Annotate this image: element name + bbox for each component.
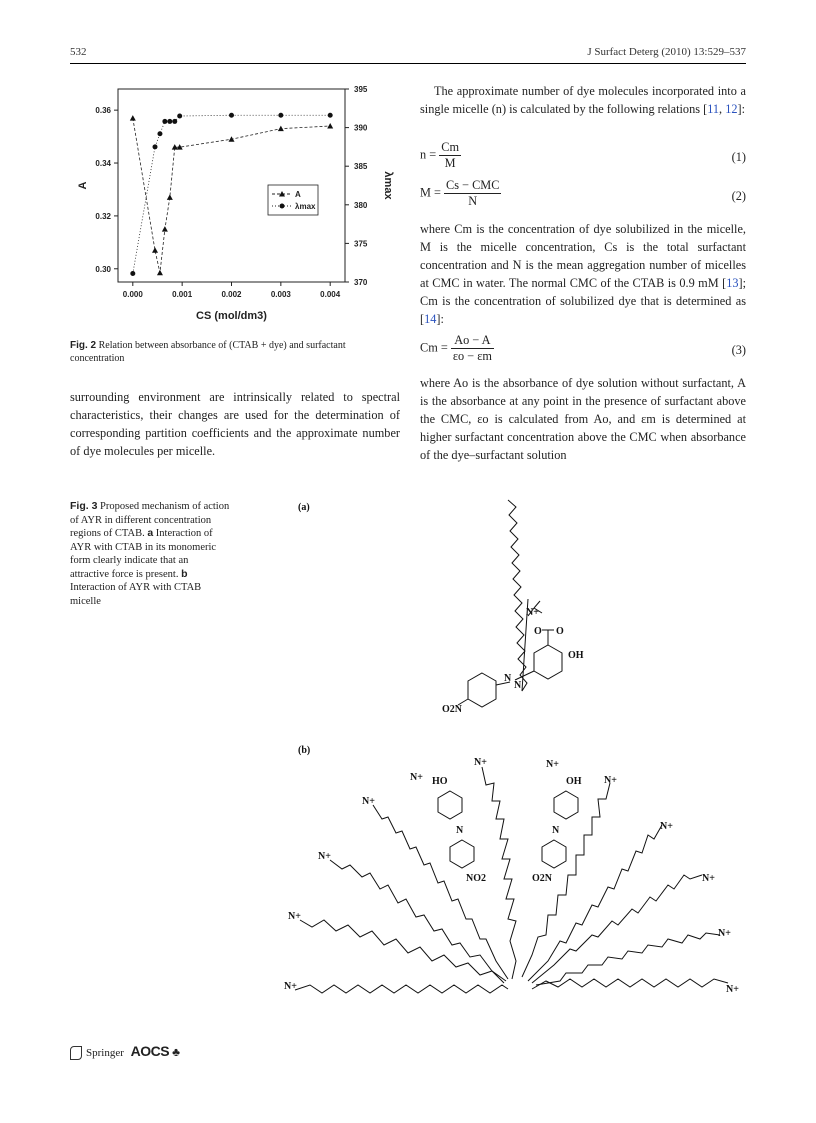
micelle bbox=[295, 767, 728, 993]
micelle-dye-ring-right-top bbox=[554, 791, 578, 819]
micelle-o2n: O2N bbox=[532, 873, 552, 884]
equation-1 bbox=[420, 140, 461, 171]
point-lambda bbox=[157, 131, 162, 136]
point-lambda bbox=[177, 114, 182, 119]
monomer-n-plus: N+ bbox=[526, 607, 539, 618]
eq2-number: (2) bbox=[731, 189, 746, 203]
head-5: N+ bbox=[410, 772, 423, 783]
where1-a: where Cm is the concentration of dye solubilized in the micelle, M is the micelle concentration, Cs is the total surfactant concentration and N is the mean aggregation number of micelles at CMC in water. The normal CMC of the CTAB is 0.9 mM [ bbox=[420, 222, 746, 290]
micelle-chain-10 bbox=[532, 979, 728, 989]
x-tick-label: 0.003 bbox=[270, 290, 291, 299]
fig3-text-a: Proposed mechanism of action of AYR in different concentration regions of CTAB. bbox=[70, 501, 230, 539]
dye-ring-1 bbox=[534, 645, 562, 679]
y2-tick-label: 390 bbox=[354, 123, 368, 133]
ref-14-link[interactable]: 14 bbox=[424, 312, 437, 326]
point-a bbox=[162, 226, 168, 232]
y-tick-label: 0.34 bbox=[95, 159, 111, 169]
eq3-lhs: Cm = bbox=[420, 340, 448, 355]
head-11: N+ bbox=[718, 928, 731, 939]
springer-icon bbox=[70, 1046, 82, 1060]
micelle-chain-1 bbox=[295, 985, 508, 993]
point-a bbox=[167, 194, 173, 200]
point-lambda bbox=[130, 271, 135, 276]
where1-b: ]; Cm is the concentration of solubilized dye that is determined as [ bbox=[420, 276, 746, 326]
legend-marker-lambda bbox=[280, 204, 285, 209]
x-axis-label: CS (mol/dm3) bbox=[196, 310, 267, 322]
monomer-azo-n2: N bbox=[514, 680, 522, 691]
eq3-number: (3) bbox=[731, 343, 746, 357]
journal-header: J Surfact Deterg (2010) 13:529–537 bbox=[587, 46, 746, 58]
fig3-label-a: a bbox=[147, 527, 154, 539]
aocs-icon: ♣ bbox=[172, 1045, 180, 1059]
eq2-den: N bbox=[444, 193, 501, 209]
fig2-caption-text: Relation between absorbance of (CTAB + dye) and surfactant concentration bbox=[70, 340, 346, 364]
micelle-chain-2 bbox=[300, 920, 504, 983]
head-4: N+ bbox=[362, 796, 375, 807]
eq1-den: M bbox=[439, 155, 461, 171]
intro-paragraph bbox=[420, 82, 746, 118]
fig3-illustration bbox=[270, 495, 746, 1030]
where-paragraph-1 bbox=[420, 220, 746, 328]
fig2-caption bbox=[70, 339, 400, 365]
y2-tick-label: 385 bbox=[354, 162, 368, 172]
micelle-chain-5 bbox=[482, 767, 516, 979]
fig2-label: Fig. 2 bbox=[70, 340, 97, 351]
micelle-dye-ring-left-bottom bbox=[450, 840, 474, 868]
y2-tick-label: 375 bbox=[354, 239, 368, 249]
aocs-logo: AOCS bbox=[130, 1043, 170, 1059]
point-lambda bbox=[153, 144, 158, 149]
point-lambda bbox=[229, 113, 234, 118]
micelle-chain-8 bbox=[532, 875, 702, 983]
intro-text: The approximate number of dye molecules incorporated into a single micelle (n) is calculated by the following relations [ bbox=[420, 84, 746, 116]
panel-a-label: (a) bbox=[298, 502, 310, 513]
header-rule bbox=[70, 63, 746, 64]
y-axis-label: A bbox=[77, 181, 89, 190]
x-tick-label: 0.004 bbox=[320, 290, 341, 299]
springer-label: Springer bbox=[86, 1047, 124, 1059]
point-a bbox=[327, 123, 333, 129]
micelle-n-right: N bbox=[552, 825, 560, 836]
equation-2 bbox=[420, 178, 501, 209]
ref-12-link[interactable]: 12 bbox=[725, 102, 738, 116]
micelle-oh: OH bbox=[566, 776, 582, 787]
point-a bbox=[157, 270, 163, 276]
y2-axis-label: λmax bbox=[382, 171, 394, 200]
point-lambda bbox=[328, 113, 333, 118]
y2-tick-label: 380 bbox=[354, 200, 368, 210]
fig3-label-b: b bbox=[181, 567, 188, 580]
intro-sep: , bbox=[719, 102, 726, 116]
head-3: N+ bbox=[318, 851, 331, 862]
micelle-no2: NO2 bbox=[466, 873, 486, 884]
micelle-heads bbox=[284, 757, 739, 995]
point-a bbox=[152, 247, 158, 253]
eq2-num: Cs − CMC bbox=[446, 178, 500, 192]
monomer-azo-n1: N bbox=[504, 673, 512, 684]
head-2: N+ bbox=[288, 911, 301, 922]
legend-label-a: A bbox=[295, 190, 301, 199]
intro-end: ]: bbox=[737, 102, 745, 116]
y-tick-label: 0.36 bbox=[95, 106, 111, 116]
micelle-ho: HO bbox=[432, 776, 448, 787]
micelle-chain-7 bbox=[528, 825, 662, 981]
micelle-dye-ring-left-top bbox=[438, 791, 462, 819]
monomer-oh: OH bbox=[568, 650, 584, 661]
micelle-dye-ring-right-bottom bbox=[542, 840, 566, 868]
point-a bbox=[278, 126, 284, 132]
y2-tick-label: 370 bbox=[354, 278, 368, 287]
fig3-text-c: Interaction of AYR with CTAB micelle bbox=[70, 582, 202, 607]
eq1-lhs: n = bbox=[420, 147, 437, 162]
eq3-num: Ao − A bbox=[454, 333, 491, 347]
panel-b-label: (b) bbox=[298, 745, 311, 756]
monomer-o2n: O2N bbox=[442, 704, 462, 715]
micelle-chain-4 bbox=[373, 805, 508, 979]
page-number: 532 bbox=[70, 46, 87, 58]
x-tick-label: 0.002 bbox=[221, 290, 242, 299]
y2-tick-label: 395 bbox=[354, 85, 368, 94]
point-lambda bbox=[167, 119, 172, 124]
head-12: N+ bbox=[726, 984, 739, 995]
head-6: N+ bbox=[474, 757, 487, 768]
left-paragraph: surrounding environment are intrinsically related to spectral characteristics, their changes are used for the determination of corresponding partition coefficients and the approximate number of dye molecules per micelle. bbox=[70, 390, 400, 458]
head-1: N+ bbox=[284, 981, 297, 992]
monomer-carbonyl-o: O bbox=[534, 626, 542, 637]
ctab-alkyl-chain bbox=[508, 500, 528, 691]
eq1-number: (1) bbox=[731, 150, 746, 164]
point-lambda bbox=[172, 119, 177, 124]
fig2-chart bbox=[70, 70, 410, 335]
publisher-mark bbox=[70, 1043, 180, 1060]
head-10: N+ bbox=[702, 873, 715, 884]
fig3-text-b: Interaction of AYR with CTAB in its monomeric form clearly indicate that an attractive force is present. bbox=[70, 528, 217, 580]
where-paragraph-2: where Ao is the absorbance of dye solution without surfactant, A is the absorbance at any point in the presence of surfactant above the CMC, εo is calculated from Ao, and εm is determined at higher surfactant concentration above the CMC when absorbance of the dye–surfactant solution bbox=[420, 376, 746, 462]
head-9: N+ bbox=[660, 821, 673, 832]
legend-label-lambda: λmax bbox=[295, 202, 316, 211]
head-8: N+ bbox=[604, 775, 617, 786]
fig3-label: Fig. 3 bbox=[70, 500, 98, 512]
eq2-lhs: M = bbox=[420, 185, 441, 200]
ref-11-link[interactable]: 11 bbox=[707, 102, 720, 116]
x-tick-label: 0.001 bbox=[172, 290, 193, 299]
eq3-den: εo − εm bbox=[452, 349, 492, 363]
point-a bbox=[130, 115, 136, 121]
head-7: N+ bbox=[546, 759, 559, 770]
fig3-caption bbox=[70, 500, 230, 608]
y-tick-label: 0.32 bbox=[95, 211, 111, 221]
y-tick-label: 0.30 bbox=[95, 264, 111, 274]
dye-ring-2 bbox=[468, 673, 496, 707]
point-lambda bbox=[278, 113, 283, 118]
ref-13-link[interactable]: 13 bbox=[726, 276, 739, 290]
where1-c: ]: bbox=[436, 312, 444, 326]
x-tick-label: 0.000 bbox=[122, 290, 143, 299]
micelle-n-left: N bbox=[456, 825, 464, 836]
micelle-chain-9 bbox=[536, 933, 720, 985]
monomer-ester-o: O bbox=[556, 626, 564, 637]
point-lambda bbox=[162, 119, 167, 124]
eq1-num: Cm bbox=[441, 140, 460, 154]
equation-3 bbox=[420, 333, 494, 364]
